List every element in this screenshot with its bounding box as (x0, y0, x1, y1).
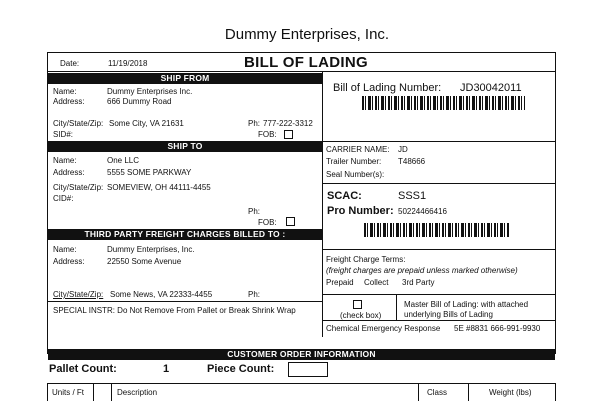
table-col-divider-3 (418, 383, 419, 401)
third-party-name-label: Name: (53, 245, 77, 254)
ship-from-sid-label: SID#: (53, 130, 74, 139)
ship-from-name-label: Name: (53, 87, 77, 96)
ship-to-cid-label: CID#: (53, 194, 74, 203)
ship-to-name-label: Name: (53, 156, 77, 165)
ship-from-address-value: 666 Dummy Road (107, 97, 172, 106)
ship-to-csz-value: SOMEVIEW, OH 44111-4455 (107, 183, 211, 192)
freight-terms-label: Freight Charge Terms: (326, 255, 406, 264)
ship-to-name-value: One LLC (107, 156, 140, 165)
table-header-weight: Weight (lbs) (489, 388, 532, 397)
carrier-name-label: CARRIER NAME: (326, 145, 390, 154)
master-bol-checkbox[interactable] (353, 300, 362, 309)
pallet-count-label: Pallet Count: (49, 363, 117, 375)
chemical-emergency-value: 5E #8831 666-991-9930 (454, 324, 541, 333)
ship-to-address-value: 5555 SOME PARKWAY (107, 168, 192, 177)
scac-label: SCAC: (327, 190, 362, 202)
ship-from-csz-label: City/State/Zip: (53, 119, 104, 128)
pro-number-label: Pro Number: (327, 205, 394, 217)
right-divider-4 (322, 294, 556, 295)
bol-barcode (362, 96, 525, 110)
ship-from-name-value: Dummy Enterprises Inc. (107, 87, 193, 96)
ship-from-address-label: Address: (53, 97, 85, 106)
right-divider-3 (322, 249, 556, 250)
date-label: Date: (60, 59, 80, 68)
third-party-address-label: Address: (53, 257, 85, 266)
freight-prepaid: Prepaid (326, 278, 354, 287)
trailer-number-label: Trailer Number: (326, 157, 382, 166)
freight-terms-note: (freight charges are prepaid unless marked otherwise) (326, 266, 518, 275)
table-header-class: Class (427, 388, 448, 397)
table-header-units: Units / Ft (52, 388, 85, 397)
piece-count-input[interactable] (288, 362, 328, 377)
piece-count-label: Piece Count: (207, 363, 275, 375)
date-value: 11/19/2018 (108, 59, 148, 68)
pro-number-value: 50224466416 (398, 207, 447, 216)
ship-to-fob-label: FOB: (258, 218, 277, 227)
ship-from-csz-value: Some City, VA 21631 (109, 119, 184, 128)
bol-number-value: JD30042011 (460, 82, 522, 94)
third-party-ph-label: Ph: (248, 290, 261, 299)
freight-collect: Collect (364, 278, 389, 287)
ship-from-ph-label: Ph: (248, 119, 261, 128)
ship-from-ph-value: 777-222-3312 (263, 119, 313, 128)
trailer-number-value: T48666 (398, 157, 426, 166)
ship-to-fob-checkbox[interactable] (286, 217, 295, 226)
third-party-name-value: Dummy Enterprises, Inc. (107, 245, 195, 254)
ship-to-ph-label: Ph: (248, 207, 261, 216)
check-box-label: (check box) (340, 311, 382, 320)
chemical-emergency-label: Chemical Emergency Response (326, 324, 441, 333)
freight-third-party: 3rd Party (402, 278, 435, 287)
doc-title: BILL OF LADING (244, 54, 368, 71)
third-party-header: THIRD PARTY FREIGHT CHARGES BILLED TO : (48, 229, 322, 240)
table-header-description: Description (117, 388, 158, 397)
ship-to-address-label: Address: (53, 168, 85, 177)
master-bol-line-2: underlying Bills of Lading (404, 310, 493, 319)
bol-number-label: Bill of Lading Number: (333, 82, 442, 94)
customer-order-header: CUSTOMER ORDER INFORMATION (48, 349, 555, 360)
seal-number-label: Seal Number(s): (326, 170, 385, 179)
column-divider (322, 71, 323, 337)
table-col-divider-2 (111, 383, 112, 401)
master-bol-divider (396, 294, 397, 320)
table-col-divider-4 (468, 383, 469, 401)
scac-value: SSS1 (398, 190, 427, 202)
right-divider-5 (322, 320, 556, 321)
ship-from-fob-label: FOB: (258, 130, 277, 139)
third-party-address-value: 22550 Some Avenue (107, 257, 182, 266)
table-col-divider-1 (93, 383, 94, 401)
master-bol-line-1: Master Bill of Lading: with attached (404, 300, 529, 309)
ship-from-header: SHIP FROM (48, 73, 322, 84)
third-party-csz-label: City/State/Zip: (53, 290, 104, 299)
pro-barcode (364, 223, 510, 237)
ship-to-header: SHIP TO (48, 141, 322, 152)
right-divider-2 (322, 183, 556, 184)
company-title: Dummy Enterprises, Inc. (224, 26, 390, 43)
header-divider (47, 71, 556, 72)
carrier-name-value: JD (398, 145, 408, 154)
third-party-divider (47, 301, 322, 302)
ship-from-fob-checkbox[interactable] (284, 130, 293, 139)
right-divider-1 (322, 141, 556, 142)
third-party-csz-value: Some News, VA 22333-4455 (110, 290, 213, 299)
pallet-count-value: 1 (163, 363, 170, 375)
special-instructions: SPECIAL INSTR: Do Not Remove From Pallet or Break Shrink Wrap (53, 306, 296, 315)
ship-to-csz-label: City/State/Zip: (53, 183, 104, 192)
